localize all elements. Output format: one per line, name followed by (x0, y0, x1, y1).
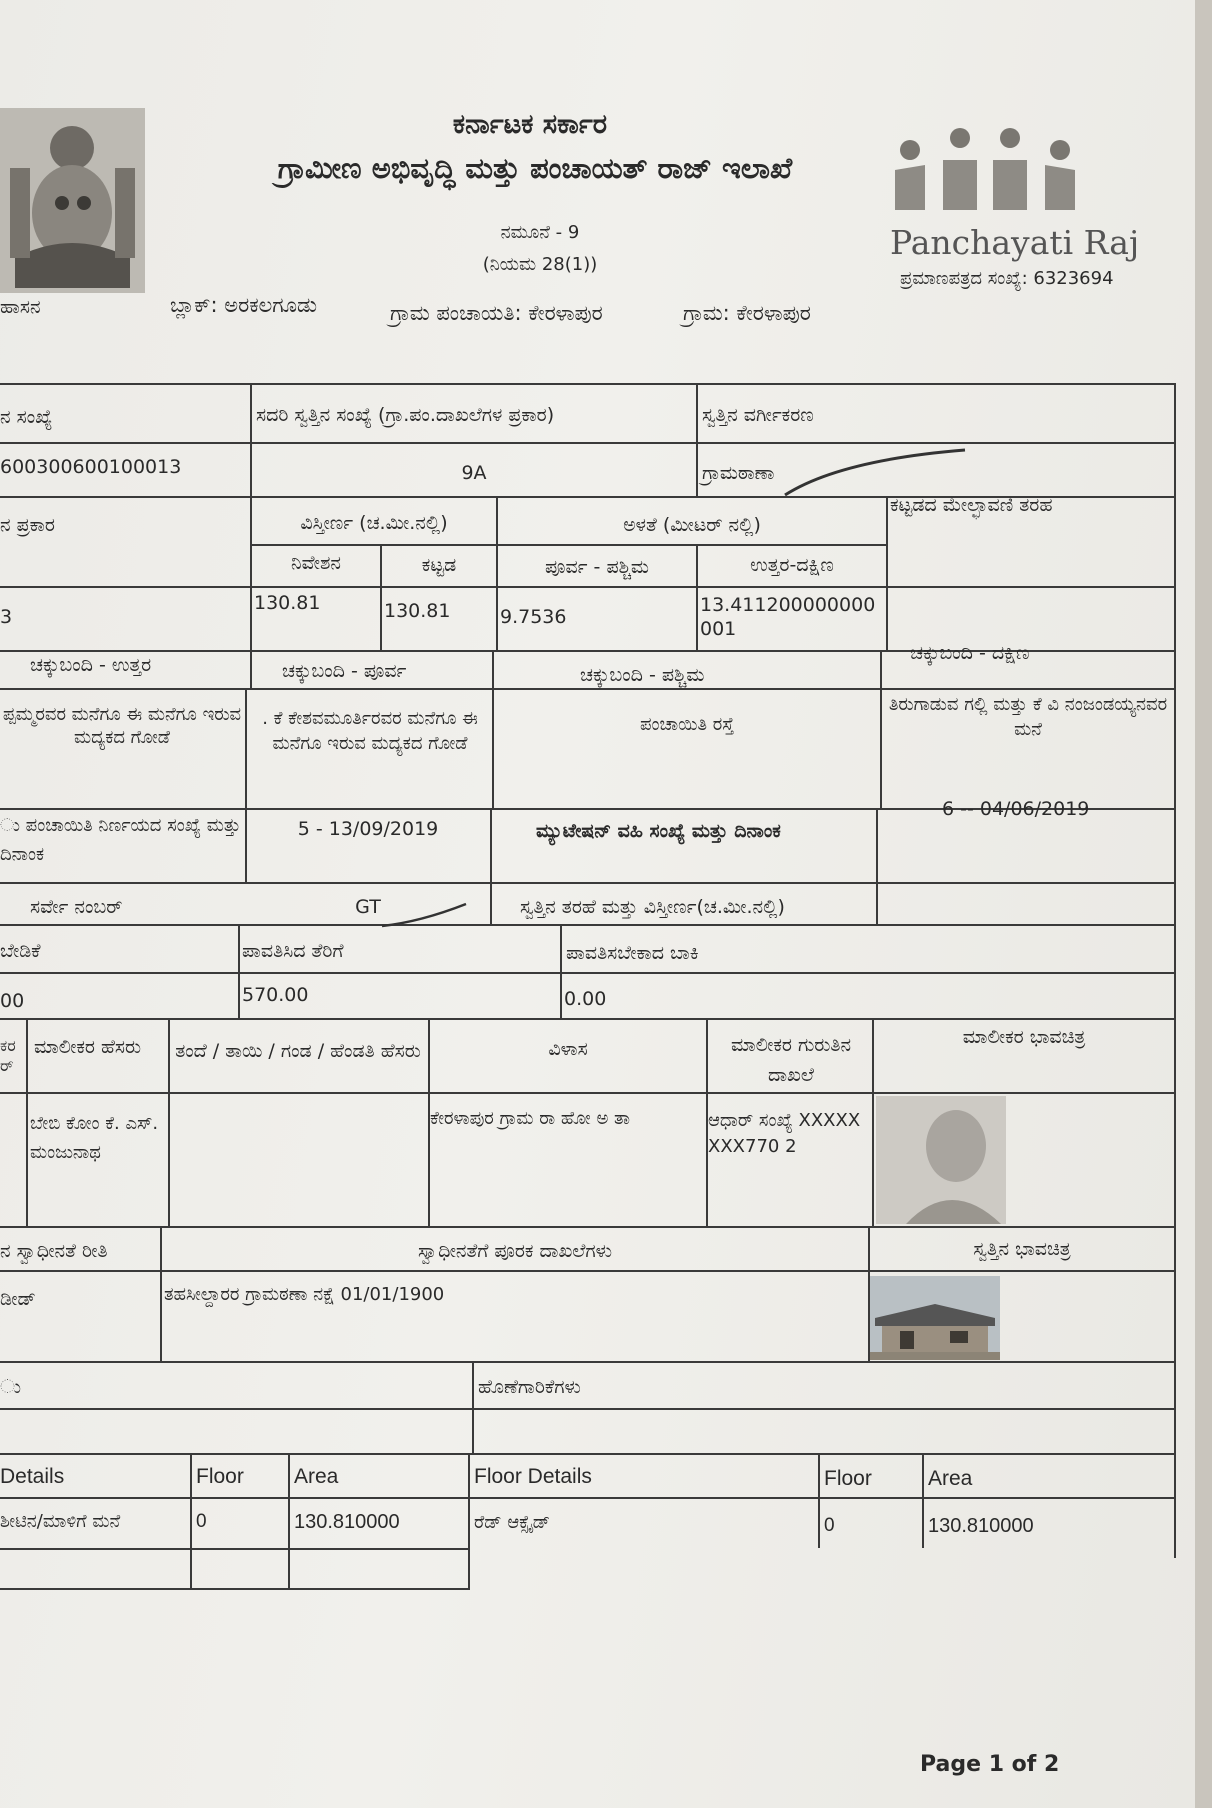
classification-value: ಗ್ರಾಮಠಾಣಾ (702, 462, 775, 484)
tax-balance-label: ಪಾವತಿಸಬೇಕಾದ ಬಾಕಿ (566, 942, 699, 964)
area-label: ವಿಸ್ತೀರ್ಣ (ಚ.ಮೀ.ನಲ್ಲಿ) (300, 512, 448, 534)
certificate-number: ಪ್ರಮಾಣಪತ್ರದ ಸಂಖ್ಯೆ: 6323694 (900, 268, 1114, 289)
west-boundary-label: ಚಕ್ಕುಬಂದಿ - ಪಶ್ಚಿಮ (580, 664, 705, 686)
building-area-value: 130.81 (384, 600, 451, 622)
property-type-area-label: ಸ್ವತ್ತಿನ ತರಹೆ ಮತ್ತು ವಿಸ್ತೀರ್ಣ(ಚ.ಮೀ.ನಲ್ಲಿ) (520, 896, 785, 918)
page-number: Page 1 of 2 (920, 1752, 1060, 1777)
signature-mark-icon (780, 440, 970, 500)
address-label: ವಿಳಾಸ (548, 1038, 588, 1060)
owner-id-doc-value: ಆಧಾರ್ ಸಂಖ್ಯೆ XXXXXXXX770 2 (708, 1110, 861, 1158)
south-boundary-value: ತಿರುಗಾಡುವ ಗಲ್ಲಿ ಮತ್ತು ಕೆ ವಿ ನಂಜಂಡಯ್ಯನವರ ಮನೆ (888, 694, 1168, 741)
floor-details-left-label: Details (0, 1465, 65, 1488)
acquisition-mode-value: ಡೀಡ್ (0, 1288, 36, 1310)
tax-demand-label: ಬೇಡಿಕೆ (0, 940, 41, 962)
survey-signature-icon (380, 900, 470, 930)
karnataka-emblem-icon (0, 108, 145, 293)
east-boundary-label: ಚಕ್ಕುಬಂದಿ - ಪೂರ್ವ (282, 660, 407, 682)
area-left-value: 130.810000 (294, 1511, 400, 1533)
east-boundary-value: . ಕೆ ಕೇಶವಮೂರ್ತಿರವರ ಮನೆಗೂ ಈ ಮನೆಗೂ ಇರುವ ಮದ್ಯಕದ ಗೋಡೆ (262, 708, 478, 755)
form-number: ನಮೂನೆ - 9 (500, 222, 580, 243)
owner-no-label: ಕರ ರ್ (0, 1036, 16, 1075)
tax-demand-value: 00 (0, 990, 25, 1012)
survey-number-value: GT (355, 896, 381, 918)
building-area-label: ಕಟ್ಟಡ (421, 554, 457, 576)
resolution-label: ು ಪಂಚಾಯಿತಿ ನಿರ್ಣಯದ ಸಂಖ್ಯೆ ಮತ್ತು ದಿನಾಂಕ (0, 815, 241, 865)
roof-type-label: ಕಟ್ಟಡದ ಮೇಲ್ಛಾವಣಿ ತರಹ (890, 494, 1053, 516)
floor-left-label: Floor (196, 1465, 244, 1488)
owner-address-value: ಕೇರಳಾಪುರ ಗ್ರಾಮ ರಾ ಹೋ ಅ ತಾ (430, 1108, 630, 1129)
government-name: ಕರ್ನಾಟಕ ಸರ್ಕಾರ (452, 109, 608, 140)
acquisition-mode-label: ನ ಸ್ವಾಧೀನತೆ ರೀತಿ (0, 1240, 108, 1262)
floor-details-right-label: Floor Details (474, 1465, 592, 1488)
mutation-value: 6 -- 04/06/2019 (942, 798, 1090, 820)
tax-paid-value: 570.00 (242, 984, 309, 1006)
property-id-value: 600300600100013 (0, 456, 182, 478)
measurement-label: ಅಳತೆ (ಮೀಟರ್ ನಲ್ಲಿ) (623, 514, 761, 536)
owner-name-label: ಮಾಲೀಕರ ಹೆಸರು (34, 1036, 142, 1058)
owner-name-value: ಬೇಬಿ ಕೋಂ ಕೆ. ಎಸ್. ಮಂಜುನಾಥ (30, 1113, 159, 1163)
tax-paid-label: ಪಾವತಿಸಿದ ತೆರಿಗೆ (242, 940, 344, 962)
mutation-label: ಮ್ಯುಟೇಷನ್ ವಹಿ ಸಂಖ್ಯೆ ಮತ್ತು ದಿನಾಂಕ (536, 820, 781, 842)
gram-panchayat-label: ಗ್ರಾಮ ಪಂಚಾಯತಿ: ಕೇರಳಾಪುರ (390, 301, 603, 325)
property-photo-label: ಸ್ವತ್ತಿನ ಭಾವಚಿತ್ರ (973, 1238, 1071, 1260)
tax-balance-value: 0.00 (564, 988, 607, 1010)
rule-number: (ನಿಯಮ 28(1)) (482, 254, 598, 275)
assessment-no-value: 9A (461, 462, 487, 484)
acquisition-docs-label: ಸ್ವಾಧೀನತೆಗೆ ಪೂರಕ ದಾಖಲೆಗಳು (417, 1240, 613, 1262)
property-type-value: 3 (0, 606, 13, 628)
owner-id-doc-label: ಮಾಲೀಕರ ಗುರುತಿನ ದಾಖಲೆ (730, 1034, 852, 1087)
area-right-value: 130.810000 (928, 1515, 1034, 1537)
department-name: ಗ್ರಾಮೀಣ ಅಭಿವೃದ್ಧಿ ಮತ್ತು ಪಂಚಾಯತ್ ರಾಜ್ ಇಲಾಖೆ (277, 151, 793, 185)
north-boundary-value: ಪ್ಪಮ್ಮರವರ ಮನೆಗೂ ಈ ಮನೆಗೂ ಇರುವ ಮದ್ಯಕದ ಗೋಡೆ (2, 704, 242, 748)
acquisition-docs-value: ತಹಸೀಲ್ದಾರರ ಗ್ರಾಮಠಣಾ ನಕ್ಷೆ 01/01/1900 (164, 1284, 445, 1305)
site-area-value: 130.81 (254, 592, 321, 614)
assessment-no-label: ಸದರಿ ಸ್ವತ್ತಿನ ಸಂಖ್ಯೆ (ಗ್ರಾ.ಪಂ.ದಾಖಲೆಗಳ ಪ್ರಕಾರ) (256, 404, 555, 426)
floor-details-right-value: ರೆಡ್ ಆಕ್ಸೈಡ್ (474, 1512, 551, 1533)
district-label: ಹಾಸನ (0, 296, 41, 318)
property-type-label: ನ ಪ್ರಕಾರ (0, 514, 55, 536)
liabilities-label: ಹೊಣೆಗಾರಿಕೆಗಳು (478, 1376, 581, 1398)
west-boundary-value: ಪಂಚಾಯಿತಿ ರಸ್ತೆ (639, 714, 735, 735)
area-left-label: Area (294, 1465, 339, 1488)
liabilities-left-label: ು (0, 1376, 22, 1398)
north-south-label: ಉತ್ತರ-ದಕ್ಷಿಣ (750, 554, 834, 576)
owner-photo-label: ಮಾಲೀಕರ ಭಾವಚಿತ್ರ (962, 1026, 1086, 1048)
block-label: ಬ್ಲಾಕ್: ಅರಕಲಗೂಡು (170, 293, 318, 317)
floor-details-left-value: ಶೀಟಿನ/ಮಾಳಿಗೆ ಮನೆ (0, 1511, 121, 1532)
panchayati-raj-logo-text: Panchayati Raj (890, 223, 1140, 262)
resolution-value: 5 - 13/09/2019 (297, 818, 439, 840)
property-id-label: ನ ಸಂಖ್ಯೆ (0, 406, 53, 428)
relation-name-label: ತಂದೆ / ತಾಯಿ / ಗಂಡ / ಹೆಂಡತಿ ಹೆಸರು (175, 1040, 421, 1062)
north-south-value: 13.411200000000 001 (700, 594, 876, 640)
floor-right-label: Floor (824, 1467, 872, 1490)
floor-left-value: 0 (196, 1511, 207, 1532)
survey-number-label: ಸರ್ವೇ ನಂಬರ್ (30, 896, 123, 918)
village-label: ಗ್ರಾಮ: ಕೇರಳಾಪುರ (683, 301, 811, 325)
east-west-label: ಪೂರ್ವ - ಪಶ್ಚಿಮ (545, 556, 649, 578)
floor-right-value: 0 (824, 1515, 835, 1536)
east-west-value: 9.7536 (500, 606, 567, 628)
south-boundary-label: ಚಕ್ಕುಬಂದಿ - ದಕ್ಷಿಣ (910, 642, 1030, 664)
panchayati-raj-logo-icon (885, 120, 1095, 230)
owner-photo-icon (876, 1096, 1006, 1224)
site-area-label: ನಿವೇಶನ (291, 552, 341, 574)
property-photo-icon (870, 1276, 1000, 1360)
north-boundary-label: ಚಕ್ಕುಬಂದಿ - ಉತ್ತರ (30, 654, 152, 676)
classification-label: ಸ್ವತ್ತಿನ ವರ್ಗೀಕರಣ (702, 404, 814, 426)
area-right-label: Area (928, 1467, 973, 1490)
